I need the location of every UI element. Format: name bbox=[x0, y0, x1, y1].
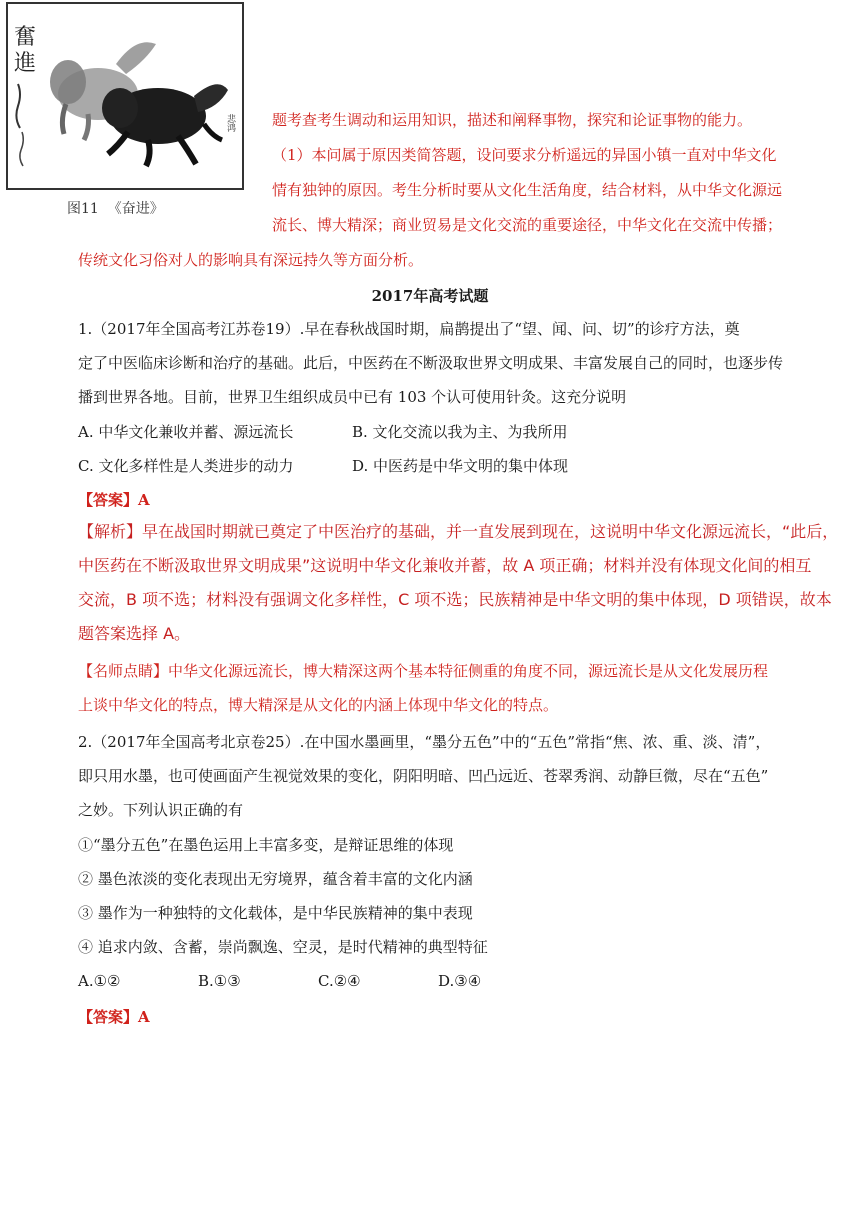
q1-option-d: D. 中医药是中华文明的集中体现 bbox=[352, 457, 569, 475]
analysis-line-5: 传统文化习俗对人的影响具有深远持久等方面分析。 bbox=[78, 251, 424, 269]
q2-option-b: B.①③ bbox=[198, 972, 241, 990]
q1-option-a: A. 中华文化兼收并蓄、源远流长 bbox=[78, 423, 294, 441]
q2-answer: 【答案】A bbox=[78, 1008, 150, 1026]
q1-stem-line-1: 1.（2017年全国高考江苏卷19）.早在春秋战国时期，扁鹊提出了“望、闻、问、切”的诊疗方法，奠 bbox=[78, 320, 740, 338]
q2-item-2: ② 墨色浓淡的变化表现出无穷境界，蕴含着丰富的文化内涵 bbox=[78, 870, 473, 888]
svg-text:進: 進 bbox=[14, 51, 37, 76]
q2-item-1: ①“墨分五色”在墨色运用上丰富多变，是辩证思维的体现 bbox=[78, 836, 454, 854]
q2-option-c: C.②④ bbox=[318, 972, 361, 990]
q2-stem-line-2: 即只用水墨，也可使画面产生视觉效果的变化，阴阳明暗、凹凸远近、苍翠秀润、动静巨微，尽在“五色” bbox=[78, 767, 769, 785]
painting-frame bbox=[6, 2, 244, 190]
figure-caption: 图11 《奋进》 bbox=[67, 201, 164, 217]
q1-analysis-line-1: 【解析】早在战国时期就已奠定了中医治疗的基础，并一直发展到现在，这说明中华文化源远流长，“此后， bbox=[78, 522, 839, 541]
q1-tip-line-2: 上谈中华文化的特点，博大精深是从文化的内涵上体现中华文化的特点。 bbox=[78, 696, 559, 714]
analysis-line-4: 流长、博大精深；商业贸易是文化交流的重要途径，中华文化在交流中传播； bbox=[272, 216, 783, 234]
q1-stem-line-2: 定了中医临床诊断和治疗的基础。此后，中医药在不断汲取世界文明成果、丰富发展自己的同时，也逐步传 bbox=[78, 354, 784, 372]
q1-option-c: C. 文化多样性是人类进步的动力 bbox=[78, 457, 294, 475]
q1-analysis-line-2: 中医药在不断汲取世界文明成果”这说明中华文化兼收并蓄，故 A 项正确；材料并没有体现文化间的相互 bbox=[78, 556, 812, 575]
q2-option-d: D.③④ bbox=[438, 972, 482, 990]
q2-stem-line-1: 2.（2017年全国高考北京卷25）.在中国水墨画里，“墨分五色”中的“五色”常指“焦、浓、重、淡、清”， bbox=[78, 733, 771, 751]
q1-option-b: B. 文化交流以我为主、为我所用 bbox=[352, 423, 568, 441]
q2-item-4: ④ 追求内敛、含蓄，崇尚飘逸、空灵，是时代精神的典型特征 bbox=[78, 938, 488, 956]
q1-tip-line-1: 【名师点睛】中华文化源远流长，博大精深这两个基本特征侧重的角度不同，源远流长是从文化发展历程 bbox=[78, 662, 769, 680]
analysis-line-3: 情有独钟的原因。考生分析时要从文化生活角度，结合材料，从中华文化源远 bbox=[272, 181, 783, 199]
painting-figure bbox=[2, 0, 252, 222]
q2-option-a: A.①② bbox=[78, 972, 121, 990]
q1-answer: 【答案】A bbox=[78, 491, 150, 509]
svg-text:悲鸿: 悲鸿 bbox=[225, 114, 235, 132]
q1-analysis-line-4: 题答案选择 A。 bbox=[78, 624, 191, 643]
q2-stem-line-3: 之妙。下列认识正确的有 bbox=[78, 801, 244, 819]
analysis-line-2: （1）本问属于原因类简答题，设问要求分析遥远的异国小镇一直对中华文化 bbox=[272, 146, 777, 164]
ink-horse-painting bbox=[8, 4, 242, 188]
q2-item-3: ③ 墨作为一种独特的文化载体，是中华民族精神的集中表现 bbox=[78, 904, 473, 922]
section-title: 2017年高考试题 bbox=[371, 287, 489, 305]
analysis-line-1: 题考查考生调动和运用知识，描述和阐释事物，探究和论证事物的能力。 bbox=[272, 111, 753, 129]
q1-stem-line-3: 播到世界各地。目前，世界卫生组织成员中已有 103 个认可使用针灸。这充分说明 bbox=[78, 388, 627, 406]
q1-analysis-line-3: 交流，B 项不选；材料没有强调文化多样性，C 项不选；民族精神是中华文明的集中体现，D 项错误，故本 bbox=[78, 590, 832, 609]
painting-calligraphy: 奮 bbox=[14, 25, 37, 50]
